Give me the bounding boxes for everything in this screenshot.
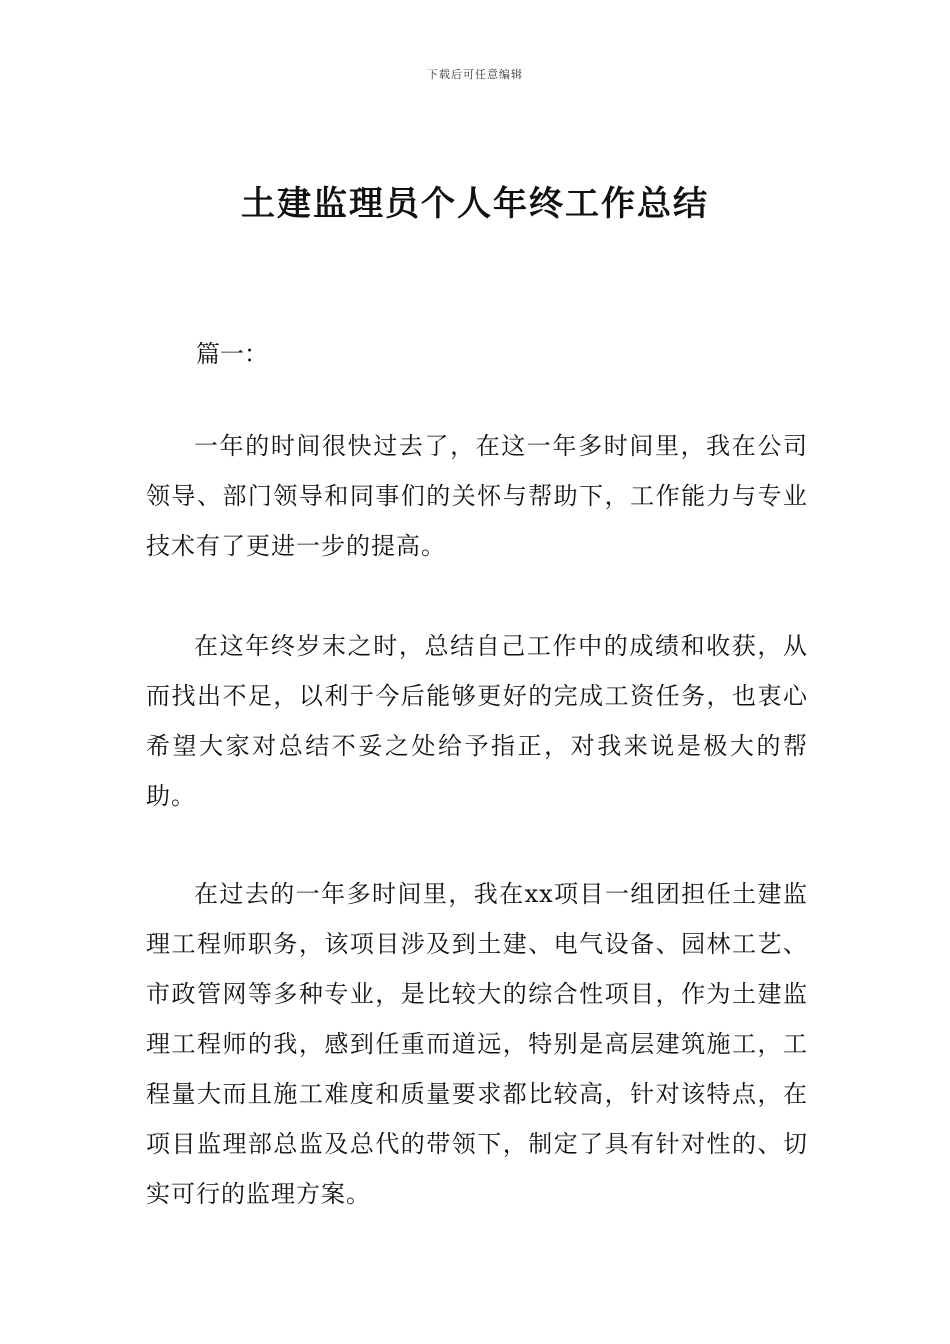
- document-title: 土建监理员个人年终工作总结: [241, 184, 709, 224]
- header-note: 下载后可任意编辑: [427, 68, 523, 81]
- paragraph: 在过去的一年多时间里，我在xx项目一组团担任土建监理工程师职务，该项目涉及到土建、电气设备、园林工艺、市政管网等多种专业，是比较大的综合性项目，作为土建监理工程师的我，感到任重而道远，特别是高层建筑施工，工程量大而且施工难度和质量要求都比较高，针对该特点，在项目监理部总监及总代的带领下，制定了具有针对性的、切实可行的监理方案。: [146, 880, 808, 1208]
- section-label: 篇一：: [196, 340, 268, 368]
- paragraph: 一年的时间很快过去了，在这一年多时间里，我在公司领导、部门领导和同事们的关怀与帮助下，工作能力与专业技术有了更进一步的提高。: [146, 432, 808, 560]
- paragraph: 在这年终岁末之时，总结自己工作中的成绩和收获，从而找出不足，以利于今后能够更好的完成工资任务，也衷心希望大家对总结不妥之处给予指正，对我来说是极大的帮助。: [146, 632, 808, 810]
